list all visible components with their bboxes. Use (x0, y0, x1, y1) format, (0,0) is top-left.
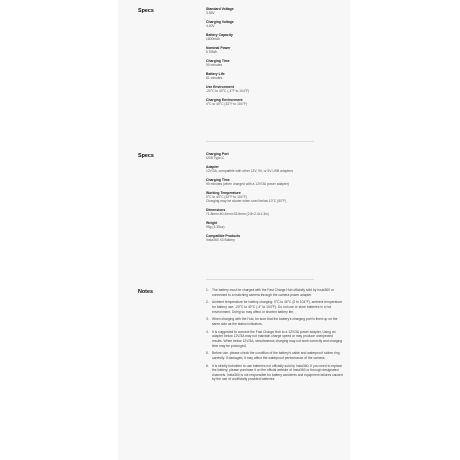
spec-label: Nominal Power (206, 46, 231, 50)
spec-value: USB Type-C (206, 156, 225, 161)
notes-title: Notes (138, 289, 153, 295)
spec-value: 4.40V (206, 24, 215, 29)
spec-label: Standard Voltage (206, 7, 234, 11)
spec-item (206, 72, 346, 80)
note-number: 5. (206, 351, 209, 356)
spec-item (206, 85, 346, 93)
notes-list (206, 288, 344, 385)
note-number: 4. (206, 329, 209, 334)
spec-label: Charging Port (206, 152, 229, 156)
spec-item (206, 152, 346, 160)
hub-specs-section (118, 152, 350, 282)
spec-label: Working Temperature (206, 191, 241, 195)
spec-label: Charging Time (206, 59, 230, 63)
note-item (206, 288, 344, 297)
note-text: It is suggested to connect the Fast Charge Hub to a 12V/3A power adapter. Using an adapter below 12V/3A may not maintain charge speed or may produce unexpected results. When below 12V/3A, simultaneous charging may not work correctly and charging time may be prolonged. (212, 329, 343, 348)
spec-item (206, 208, 346, 216)
spec-label: Charging Environment (206, 98, 243, 102)
spec-item (206, 59, 346, 67)
section-divider (206, 141, 314, 142)
spec-value: 95g (3.35oz) (206, 225, 225, 230)
battery-specs-section (118, 7, 350, 137)
note-text: It is strictly forbidden to use batteries not officially sold by Insta360. If you need to replace the battery, please purchase it on the official website of Insta360 or through designated channels. Insta360 is not responsible for battery accidents and equipment failures caused by the use of unofficially provided batteries. (212, 363, 343, 382)
spec-item (206, 221, 346, 229)
spec-item (206, 7, 346, 15)
spec-label: Charging Time (206, 178, 230, 182)
spec-label: Battery Life (206, 72, 225, 76)
note-item (206, 317, 344, 326)
spec-value: 6.93Wh (206, 50, 218, 55)
spec-value: 1800mAh (206, 37, 221, 42)
hub-specs-title: Specs (138, 153, 154, 159)
spec-label: Battery Capacity (206, 33, 233, 37)
note-item (206, 363, 344, 382)
spec-item (206, 234, 346, 242)
note-number: 6. (206, 363, 209, 368)
spec-value: 0°C to 40°C (32°F to 104°F) Charging may be slower when used below 10°C (50°F) (206, 195, 287, 204)
notes-section (118, 288, 350, 448)
spec-value: 12V/3A, compatible with other 12V, 9V, or 5V USB adapters (206, 169, 293, 174)
battery-spec-list (206, 7, 346, 111)
spec-item (206, 191, 346, 204)
spec-label: Compatible Products (206, 234, 241, 239)
note-text: Before use, please check the condition of the battery's cable and waterproof rubber ring carefully. If damaged, it may affect the waterproof performance of the camera. (212, 351, 340, 360)
note-number: 3. (206, 317, 209, 322)
hub-spec-list (206, 152, 346, 247)
spec-item (206, 98, 346, 106)
spec-item (206, 33, 346, 41)
spec-label: Dimensions (206, 208, 226, 213)
spec-value: 3.85V (206, 11, 215, 16)
spec-value: 90 minutes (206, 63, 223, 68)
note-number: 1. (206, 288, 209, 292)
spec-label: Adapter (206, 165, 219, 169)
spec-label: Charging Voltage (206, 20, 234, 24)
note-text: When charging with the Hub, be sure that the battery's charging port is lined up on the same side as the status indicators. (212, 317, 338, 326)
battery-specs-title: Specs (138, 8, 154, 14)
note-item (206, 351, 344, 360)
note-text: The battery must be charged with the Fast Charge Hub officially sold by Insta360 or connected to a matching camera through the camera power adapter. (212, 288, 334, 297)
note-number: 2. (206, 300, 209, 305)
spec-label: Weight (206, 221, 218, 226)
spec-value: 71.8mm×60.4mm×33.6mm (2.8×2.4×1.3in) (206, 212, 269, 217)
spec-value: -20°C to 40°C (-4°F to 104°F) (206, 89, 250, 94)
section-divider (206, 279, 314, 280)
note-item (206, 329, 344, 348)
note-text: Ambient temperature for battery charging: 0°C to 40°C (0 to 104°F), ambient temperature for battery use: -20°C to 40°C (-4° to 104°F). Do not use or store batteries in a hot environment. Doing so may affect or shorten battery life. (212, 300, 343, 314)
note-item (206, 300, 344, 314)
spec-item (206, 165, 346, 173)
spec-value: Insta360 X3 Battery (206, 238, 235, 243)
spec-item (206, 46, 346, 54)
spec-value: 90 minutes (when charged with a 12V/3A power adapter) (206, 182, 290, 187)
spec-item (206, 20, 346, 28)
spec-value: 0°C to 40°C (32°F to 104°F) (206, 102, 248, 107)
spec-value: 81 minutes (206, 76, 223, 81)
spec-label: Use Environment (206, 85, 234, 89)
spec-item (206, 178, 346, 186)
